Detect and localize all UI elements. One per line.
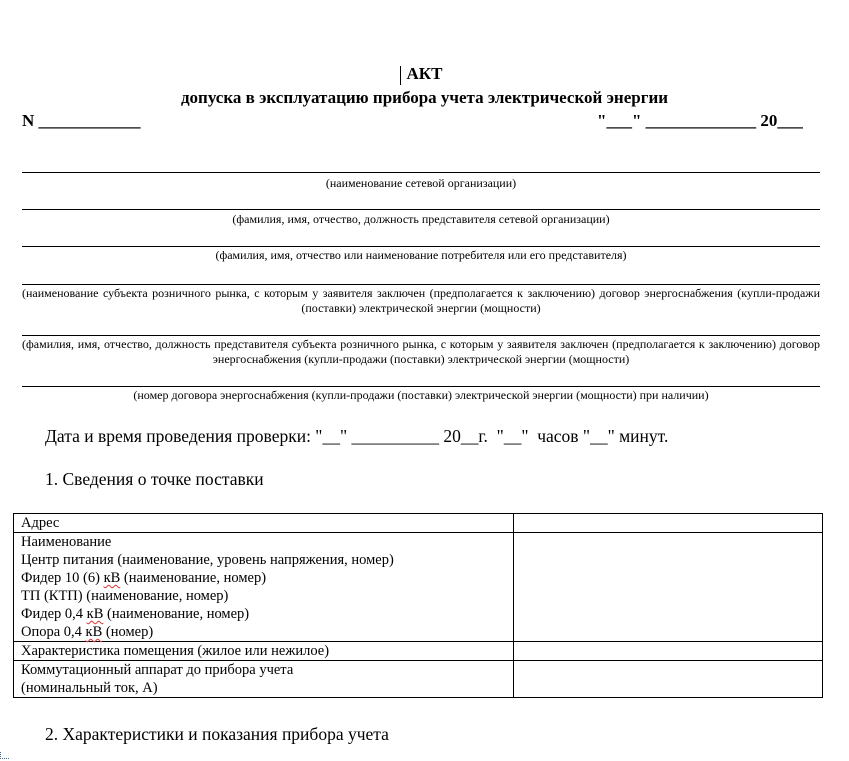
act-number-field: N ____________ xyxy=(22,111,141,130)
spellcheck-underline: кВ xyxy=(103,570,121,586)
table-cell-value[interactable] xyxy=(514,533,823,642)
row-label-line: Фидер 0,4 кВ (наименование, номер) xyxy=(21,606,250,622)
table-cell-label xyxy=(14,661,514,698)
fill-line xyxy=(22,386,820,387)
table-row xyxy=(14,661,823,698)
row-label-line: (номинальный ток, А) xyxy=(21,680,158,696)
row-label-line: Центр питания (наименование, уровень напряжения, номер) xyxy=(21,552,394,568)
delivery-point-table xyxy=(13,513,823,698)
spellcheck-underline: кВ xyxy=(85,624,103,640)
fill-line xyxy=(22,172,820,173)
section-1-heading: 1. Сведения о точке поставки xyxy=(45,469,264,489)
caption-network-org: (наименование сетевой организации) xyxy=(325,176,517,190)
row-label-line: Опора 0,4 кВ (номер) xyxy=(21,624,154,640)
table-row xyxy=(14,533,823,642)
caption-network-rep: (фамилия, имя, отчество, должность представителя сетевой организации) xyxy=(232,212,610,226)
table-cell-value[interactable] xyxy=(514,642,823,661)
row-label-line: Фидер 10 (6) кВ (наименование, номер) xyxy=(21,570,267,586)
row-label-line: Наименование xyxy=(21,534,112,550)
table-cell-label xyxy=(14,642,514,661)
table-cell-label xyxy=(14,533,514,642)
row-label-line: ТП (КТП) (наименование, номер) xyxy=(21,588,229,604)
table-cell-label xyxy=(14,514,514,533)
row-label-line: Характеристика помещения (жилое или нежилое) xyxy=(21,643,330,659)
section-2-heading: 2. Характеристики и показания прибора учета xyxy=(45,724,389,744)
table-cell-value[interactable] xyxy=(514,661,823,698)
paste-options-icon[interactable] xyxy=(0,752,9,759)
caption-retail-rep: (фамилия, имя, отчество, должность представителя субъекта розничного рынка, с которым у заявителя заключен (предполагается к заключению) договор энергоснабжения (купли-продажи (поставки) электрической энергии (мощности) xyxy=(22,337,820,366)
fill-line xyxy=(22,284,820,285)
table-cell-value[interactable] xyxy=(514,514,823,533)
act-date-field: "___" _____________ 20___ xyxy=(597,111,803,130)
fill-line xyxy=(22,335,820,336)
fill-line xyxy=(22,246,820,247)
caption-retail-subject: (наименование субъекта розничного рынка, с которым у заявителя заключен (предполагается к заключению) договор энергоснабжения (купли-продажи (поставки) электрической энергии (мощности) xyxy=(22,286,820,315)
document-title: АКТ xyxy=(406,64,443,83)
document-subtitle: допуска в эксплуатацию прибора учета электрической энергии xyxy=(180,88,669,107)
fill-line xyxy=(22,209,820,210)
table-row xyxy=(14,514,823,533)
caption-contract-number: (номер договора энергоснабжения (купли-продажи (поставки) электрической энергии (мощности) при наличии) xyxy=(133,388,709,402)
row-label-line: Коммутационный аппарат до прибора учета xyxy=(21,662,294,678)
inspection-datetime: Дата и время проведения проверки: "__" __________ 20__г. "__" часов "__" минут. xyxy=(45,426,669,446)
row-label-line: Адрес xyxy=(21,515,60,531)
spellcheck-underline: кВ xyxy=(86,606,104,622)
caption-consumer: (фамилия, имя, отчество или наименование потребителя или его представителя) xyxy=(215,248,627,262)
table-row xyxy=(14,642,823,661)
